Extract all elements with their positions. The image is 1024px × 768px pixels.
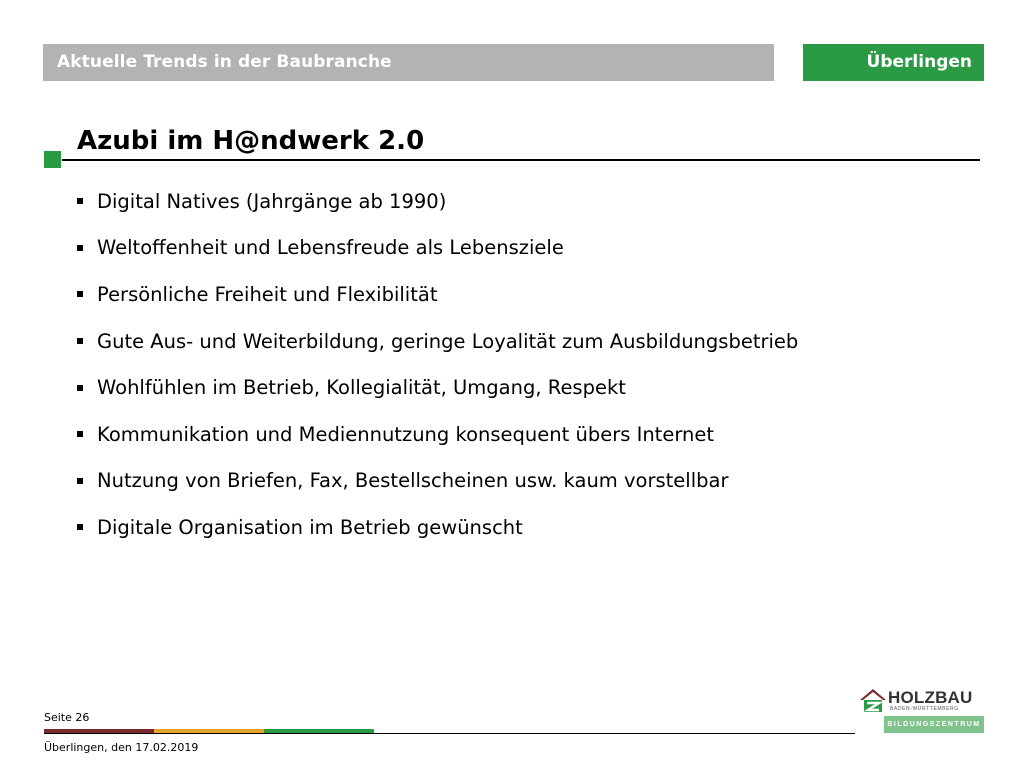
bullet-item xyxy=(77,178,798,225)
page-number: Seite 26 xyxy=(44,711,90,724)
bullet-text: Gute Aus- und Weiterbildung, geringe Loyalität zum Ausbildungsbetrieb xyxy=(97,329,799,353)
bullet-item xyxy=(77,318,798,365)
logo-bar xyxy=(884,716,984,733)
logo-subtitle: BADEN-WÜRTTEMBERG xyxy=(890,706,959,712)
title-divider xyxy=(62,159,980,161)
bullet-list xyxy=(77,178,798,551)
bullet-square-icon xyxy=(77,245,83,251)
house-icon xyxy=(858,686,888,716)
bullet-text: Wohlfühlen im Betrieb, Kollegialität, Umgang, Respekt xyxy=(97,376,626,400)
bullet-square-icon xyxy=(77,385,83,391)
bullet-text: Digital Natives (Jahrgänge ab 1990) xyxy=(97,189,447,213)
bullet-item xyxy=(77,504,798,551)
footer-divider xyxy=(44,733,855,734)
location-badge xyxy=(803,44,984,81)
bullet-text: Nutzung von Briefen, Fax, Bestellscheinen usw. kaum vorstellbar xyxy=(97,469,729,493)
slide-title: Azubi im H@ndwerk 2.0 xyxy=(77,126,425,156)
bullet-square-icon xyxy=(77,291,83,297)
bullet-square-icon xyxy=(77,478,83,484)
bullet-item xyxy=(77,271,798,318)
bullet-square-icon xyxy=(77,198,83,204)
bullet-item xyxy=(77,458,798,505)
bullet-square-icon xyxy=(77,338,83,344)
bullet-square-icon xyxy=(77,431,83,437)
bullet-square-icon xyxy=(77,524,83,530)
bullet-item xyxy=(77,411,798,458)
logo-bar-text: BILDUNGSZENTRUM xyxy=(887,721,981,728)
bullet-text: Weltoffenheit und Lebensfreude als Lebensziele xyxy=(97,236,564,260)
header-bar xyxy=(43,44,774,81)
bullet-text: Kommunikation und Mediennutzung konsequent übers Internet xyxy=(97,422,715,446)
title-accent-square xyxy=(44,151,61,168)
bullet-item xyxy=(77,364,798,411)
header-title: Aktuelle Trends in der Baubranche xyxy=(57,52,392,72)
bullet-item xyxy=(77,225,798,272)
bullet-text: Persönliche Freiheit und Flexibilität xyxy=(97,282,438,306)
bullet-text: Digitale Organisation im Betrieb gewünscht xyxy=(97,515,523,539)
holzbau-logo xyxy=(858,684,984,736)
logo-name: HOLZBAU xyxy=(888,688,973,707)
footer-date: Überlingen, den 17.02.2019 xyxy=(44,741,199,754)
location-label: Überlingen xyxy=(866,52,972,72)
